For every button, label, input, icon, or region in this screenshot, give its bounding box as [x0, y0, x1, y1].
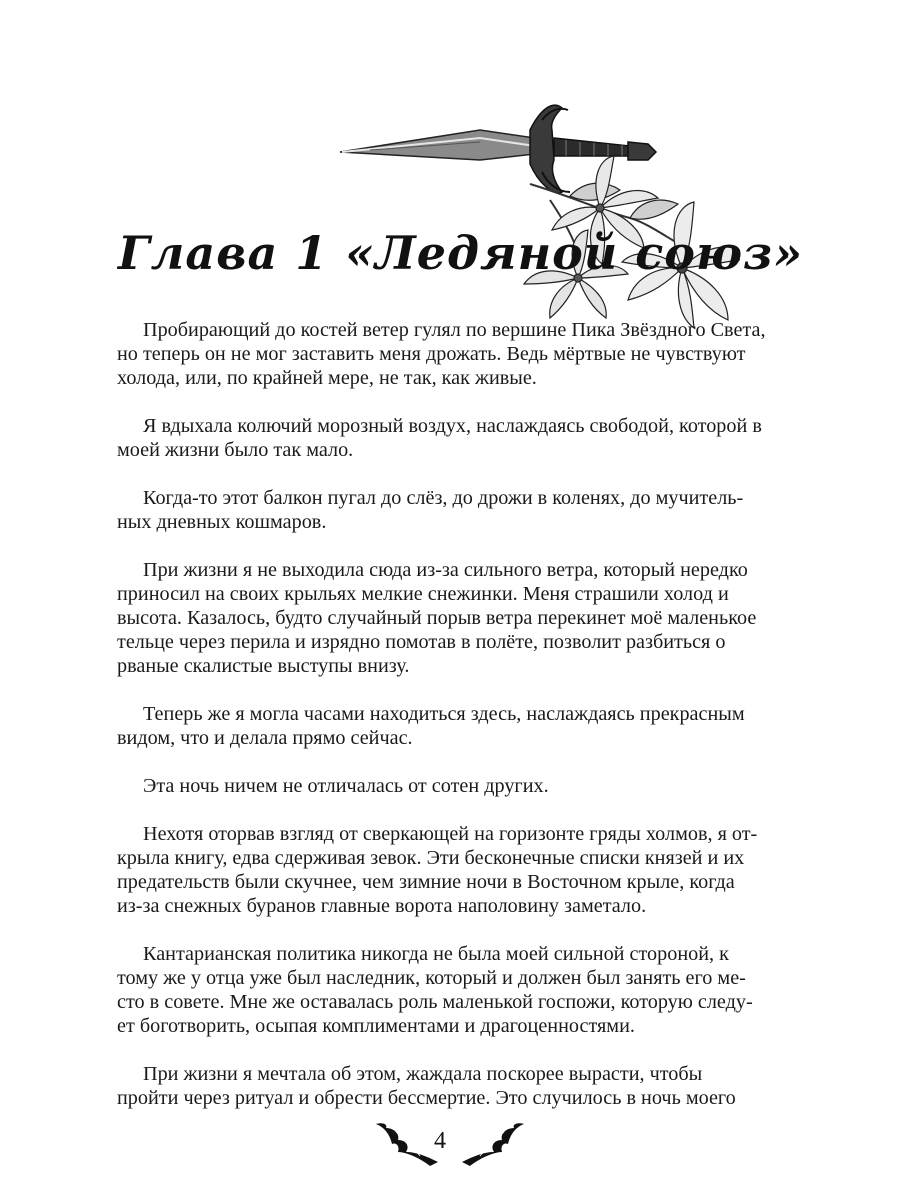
page-number: 4: [434, 1128, 446, 1154]
paragraph: [117, 558, 765, 678]
text-line: Кантарианская политика никогда не была моей сильной стороной, к: [143, 943, 729, 965]
text-line: крыла книгу, едва сдерживая зевок. Эти бесконечные списки князей и их: [117, 847, 745, 869]
paragraph: [117, 486, 765, 534]
text-line: из-за снежных буранов главные ворота наполовину заметало.: [117, 895, 647, 917]
text-line: моей жизни было так мало.: [117, 439, 354, 461]
bat-wing-icon: [460, 1122, 524, 1166]
text-line: предательств были скучнее, чем зимние ночи в Восточном крыле, когда: [117, 871, 735, 893]
text-line: но теперь он не мог заставить меня дрожать. Ведь мёртвые не чувствуют: [117, 343, 746, 365]
text-line: ных дневных кошмаров.: [117, 511, 327, 533]
paragraph: [117, 942, 765, 1038]
text-line: сто в совете. Мне же оставалась роль маленькой госпожи, которую следу-: [117, 991, 753, 1013]
text-line: холода, или, по крайней мере, не так, как живые.: [117, 367, 537, 389]
text-line: ет боготворить, осыпая комплиментами и драгоценностями.: [117, 1015, 635, 1037]
text-line: Когда-то этот балкон пугал до слёз, до дрожи в коленях, до мучитель-: [143, 487, 744, 509]
text-line: Теперь же я могла часами находиться здесь, наслаждаясь прекрасным: [143, 703, 745, 725]
chapter-title: Глава 1 «Ледяной союз»: [118, 226, 804, 280]
text-line: рваные скалистые выступы внизу.: [117, 655, 410, 677]
text-line: видом, что и делала прямо сейчас.: [117, 727, 413, 749]
dagger-with-lilies-icon: [330, 100, 740, 330]
text-line: тельце через перила и изрядно помотав в полёте, позволит разбиться о: [117, 631, 726, 653]
text-line: При жизни я мечтала об этом, жаждала поскорее вырасти, чтобы: [143, 1063, 703, 1085]
text-line: тому же у отца уже был наследник, который и должен был занять его ме-: [117, 967, 746, 989]
text-line: Эта ночь ничем не отличалась от сотен других.: [143, 775, 549, 797]
paragraph: [117, 822, 765, 918]
chapter-body: [117, 318, 765, 1134]
text-line: Нехотя оторвав взгляд от сверкающей на горизонте гряды холмов, я от-: [143, 823, 758, 845]
paragraph: [117, 774, 765, 798]
text-line: приносил на своих крыльях мелкие снежинки. Меня страшили холод и: [117, 583, 729, 605]
paragraph: [117, 1062, 765, 1110]
text-line: Я вдыхала колючий морозный воздух, наслаждаясь свободой, которой в: [143, 415, 762, 437]
paragraph: [117, 702, 765, 750]
paragraph: [117, 318, 765, 390]
text-line: высота. Казалось, будто случайный порыв ветра перекинет моё маленькое: [117, 607, 757, 629]
paragraph: [117, 414, 765, 462]
text-line: пройти через ритуал и обрести бессмертие. Это случилось в ночь моего: [117, 1087, 736, 1109]
text-line: Пробирающий до костей ветер гулял по вершине Пика Звёздного Света,: [143, 319, 766, 341]
page-footer: [0, 1122, 900, 1172]
text-line: При жизни я не выходила сюда из-за сильного ветра, который нередко: [143, 559, 748, 581]
